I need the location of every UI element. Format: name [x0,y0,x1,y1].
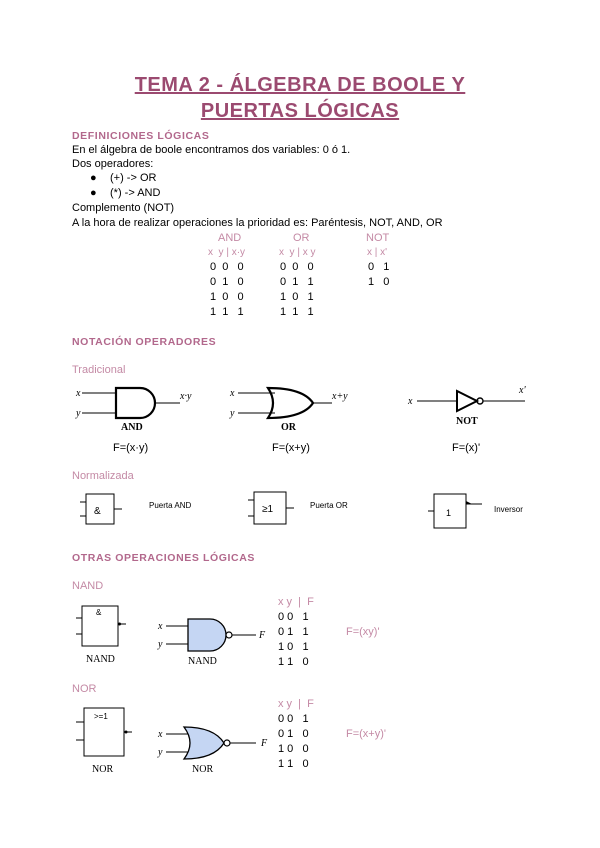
truth-and-row-4: 1 1 1 [210,306,244,318]
or-gate-input-y: y [230,408,235,419]
not-gate-output: x' [519,385,526,396]
traditional-label: Tradicional [72,364,126,376]
or-gate-name: OR [281,422,296,433]
normalized-not-diagram [412,488,532,532]
bullet-and: (*) -> AND [110,187,161,199]
other-operations-heading: OTRAS OPERACIONES LÓGICAS [72,552,256,564]
normalized-label: Normalizada [72,470,134,482]
and-gate-name: AND [121,422,143,433]
nand-table-header: x y | F [278,596,314,608]
or-gate-diagram [228,383,358,431]
normalized-and-label: Puerta AND [149,501,192,510]
definitions-paragraph-3: Complemento (NOT) [72,202,175,214]
nand-block-name: NAND [86,654,115,665]
normalized-and-symbol: & [94,506,101,517]
truth-not-header: x | x' [367,247,388,258]
nand-label: NAND [72,580,104,592]
truth-not-row-1: 0 1 [368,261,390,273]
definitions-heading: DEFINICIONES LÓGICAS [72,130,210,142]
not-formula: F=(x)' [452,442,481,454]
not-gate-input-x: x [408,396,413,407]
truth-and-row-3: 1 0 0 [210,291,244,303]
definitions-paragraph-1: En el álgebra de boole encontramos dos variables: 0 ó 1. [72,144,351,156]
nor-block-diagram [72,704,136,776]
truth-and-row-2: 0 1 0 [210,276,244,288]
nor-table-row-2: 0 1 0 [278,728,309,740]
and-gate-diagram [72,383,202,431]
nand-gate-input-x: x [158,621,163,632]
truth-not-row-2: 1 0 [368,276,390,288]
nand-formula: F=(xy)' [346,626,380,638]
definitions-paragraph-4: A la hora de realizar operaciones la prioridad es: Paréntesis, NOT, AND, OR [72,217,443,229]
normalized-not-label: Inversor [494,505,523,514]
not-gate-name: NOT [456,416,478,427]
truth-or-row-4: 1 1 1 [280,306,314,318]
nor-block-symbol: >=1 [94,712,108,721]
nand-gate-input-y: y [158,639,163,650]
normalized-or-diagram [238,488,368,528]
and-formula: F=(x·y) [113,442,149,454]
nand-block-symbol: & [96,608,102,617]
bullet-or: (+) -> OR [110,172,157,184]
or-gate-input-x: x [230,388,235,399]
normalized-or-symbol: ≥1 [262,504,274,515]
nand-table-row-3: 1 0 1 [278,641,309,653]
nand-table-row-4: 1 1 0 [278,656,309,668]
nor-gate-input-y: y [158,747,163,758]
truth-or-label: OR [293,232,310,244]
nor-table-row-1: 0 0 1 [278,713,309,725]
nor-table-row-3: 1 0 0 [278,743,309,755]
or-gate-output: x+y [332,391,348,402]
nor-label: NOR [72,683,97,695]
and-gate-output: x·y [180,391,192,402]
truth-or-header: x y | x y [279,247,316,258]
normalized-not-symbol: 1 [446,508,452,518]
nor-gate-name: NOR [192,764,214,775]
nand-table-row-2: 0 1 1 [278,626,309,638]
and-gate-input-x: x [76,388,81,399]
and-gate-input-y: y [76,408,81,419]
nor-gate-output: F [261,738,268,749]
notation-heading: NOTACIÓN OPERADORES [72,336,217,348]
nand-gate-name: NAND [188,656,217,667]
bullet-dot-2: ● [90,187,97,199]
truth-or-row-1: 0 0 0 [280,261,314,273]
or-formula: F=(x+y) [272,442,310,454]
bullet-dot-1: ● [90,172,97,184]
not-gate-diagram [405,383,535,431]
truth-and-header: x y | x·y [208,247,246,258]
nand-gate-output: F [259,630,266,641]
normalized-and-diagram [72,488,202,528]
page-title-line-2: PUERTAS LÓGICAS [200,100,400,122]
nand-block-diagram [72,602,132,666]
nor-table-header: x y | F [278,698,314,710]
nor-formula: F=(x+y)' [346,728,386,740]
truth-not-label: NOT [366,232,390,244]
truth-and-label: AND [218,232,242,244]
nor-gate-input-x: x [158,729,163,740]
normalized-or-label: Puerta OR [310,501,348,510]
nand-table-row-1: 0 0 1 [278,611,309,623]
truth-and-row-1: 0 0 0 [210,261,244,273]
truth-or-row-3: 1 0 1 [280,291,314,303]
nor-gate-diagram [152,708,272,776]
truth-or-row-2: 0 1 1 [280,276,314,288]
nor-table-row-4: 1 1 0 [278,758,309,770]
nand-gate-diagram [152,604,272,668]
nor-block-name: NOR [92,764,114,775]
definitions-paragraph-2: Dos operadores: [72,158,154,170]
page-title-line-1: TEMA 2 - ÁLGEBRA DE BOOLE Y [134,74,466,96]
